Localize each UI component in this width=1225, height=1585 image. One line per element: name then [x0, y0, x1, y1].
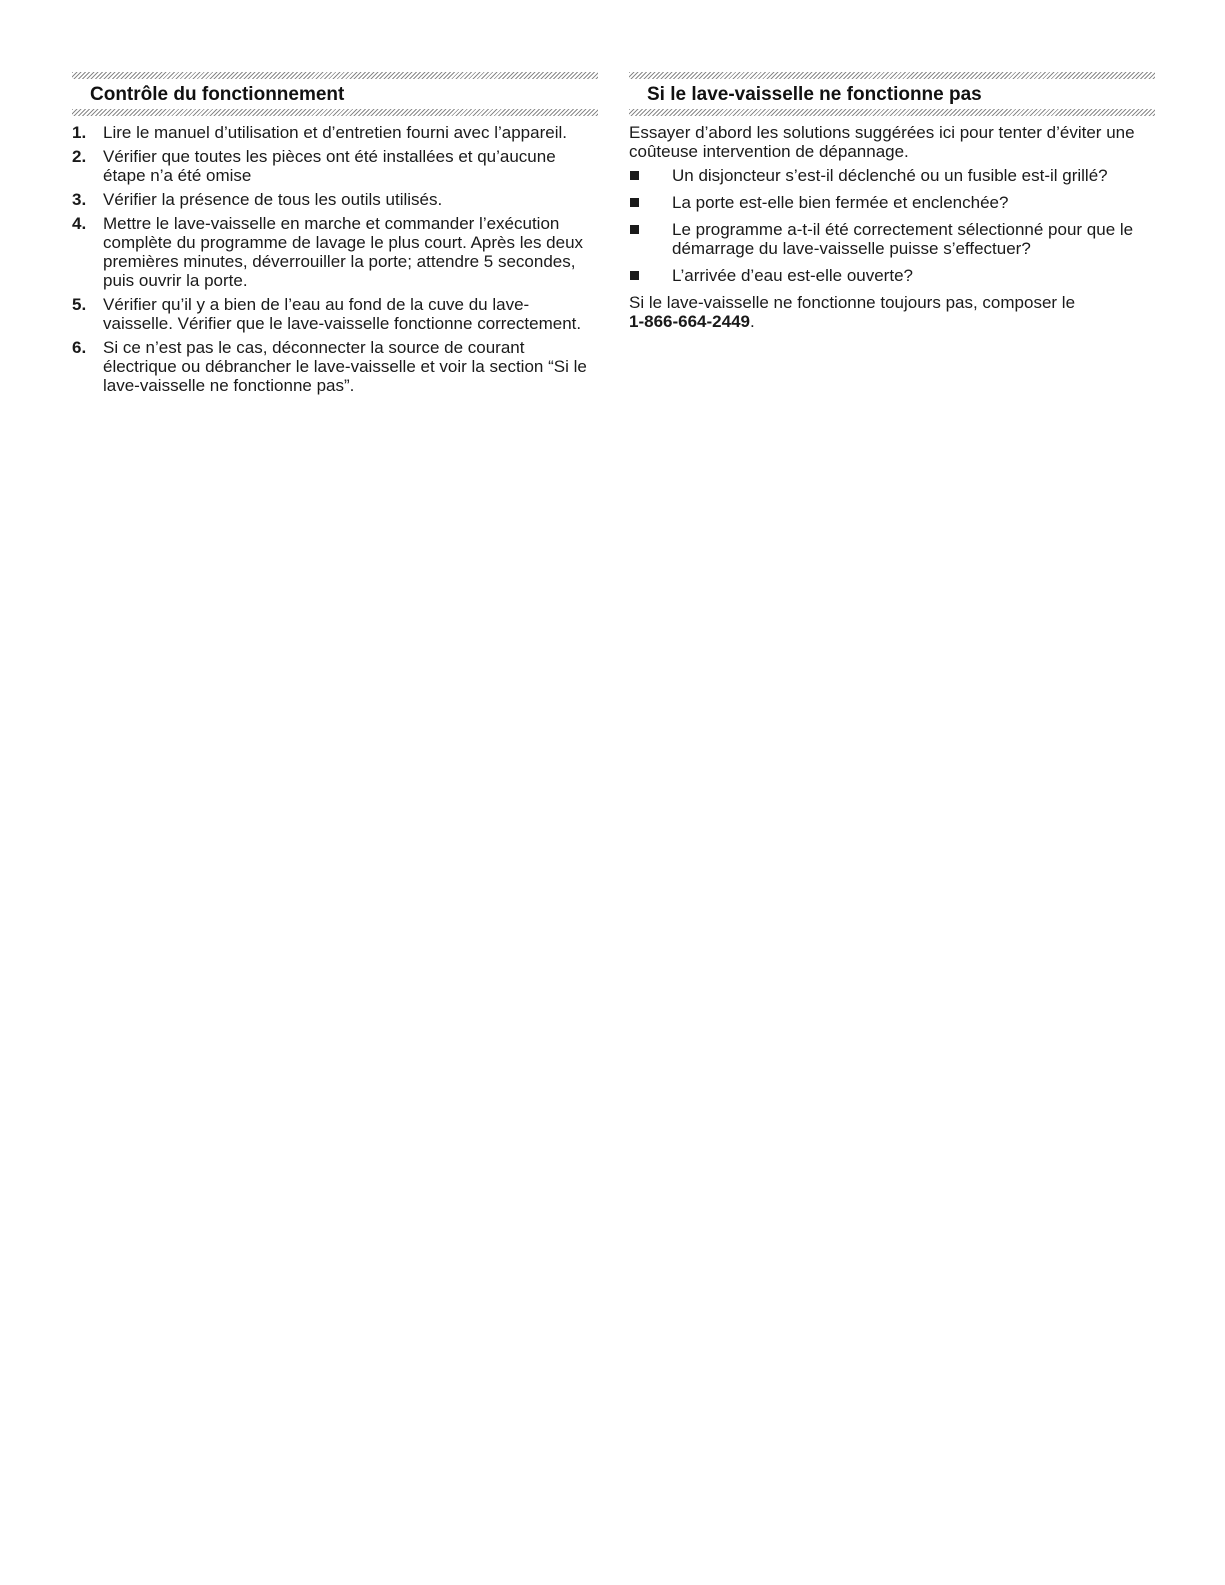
step-item: [72, 338, 598, 395]
step-item: [72, 214, 598, 290]
outro-text: Si le lave-vaisselle ne fonctionne toujours pas, composer le: [629, 293, 1076, 312]
square-bullet-icon: [630, 198, 639, 207]
checklist-item: [629, 193, 1155, 212]
checklist-item: [629, 220, 1155, 258]
checklist-item: [629, 266, 1155, 285]
phone-suffix: .: [749, 312, 755, 331]
section-header-controle: [72, 72, 598, 118]
left-column: [72, 72, 598, 400]
step-item: [72, 295, 598, 333]
phone-number: 1-866-664-2449: [629, 312, 750, 331]
step-number: 1.: [72, 123, 87, 142]
intro-paragraph: Essayer d’abord les solutions suggérées ici pour tenter d’éviter une coûteuse intervention de dépannage.: [629, 123, 1135, 161]
step-number: 4.: [72, 214, 87, 233]
hatch-rule-top: [72, 72, 598, 79]
hatch-rule-top: [629, 72, 1155, 79]
step-number: 5.: [72, 295, 87, 314]
step-text: Vérifier que toutes les pièces ont été installées et qu’aucune étape n’a été omise: [103, 147, 556, 185]
step-text: Vérifier qu’il y a bien de l’eau au fond de la cuve du lave-vaisselle. Vérifier que le lave-vaisselle fonctionne correctement.: [103, 295, 582, 333]
hatch-rule-bottom: [629, 109, 1155, 116]
controle-content: [72, 123, 598, 395]
checklist-text: Le programme a-t-il été correctement sélectionné pour que le démarrage du lave-vaisselle puisse s’effectuer?: [672, 220, 1134, 258]
step-item: [72, 123, 598, 142]
step-number: 6.: [72, 338, 87, 357]
depannage-content: [629, 123, 1155, 331]
step-item: [72, 190, 598, 209]
step-text: Mettre le lave-vaisselle en marche et commander l’exécution complète du programme de lavage le plus court. Après les deux premières minutes, déverrouiller la porte; attendre 5 secondes, puis ouvrir la porte.: [103, 214, 584, 290]
outro-paragraph: [629, 293, 1155, 331]
steps-list: [72, 123, 598, 395]
section-title-controle: Contrôle du fonctionnement: [90, 84, 345, 105]
checklist: [629, 166, 1155, 285]
step-text: Si ce n’est pas le cas, déconnecter la source de courant électrique ou débrancher le lave-vaisselle et voir la section “Si le lave-vaisselle ne fonctionne pas”.: [103, 338, 587, 395]
section-header-depannage: [629, 72, 1155, 118]
right-column: [629, 72, 1155, 336]
square-bullet-icon: [630, 271, 639, 280]
checklist-text: La porte est-elle bien fermée et enclenchée?: [672, 193, 1009, 212]
step-text: Vérifier la présence de tous les outils utilisés.: [103, 190, 443, 209]
checklist-item: [629, 166, 1155, 185]
checklist-text: L’arrivée d’eau est-elle ouverte?: [672, 266, 913, 285]
step-item: [72, 147, 598, 185]
step-number: 2.: [72, 147, 87, 166]
step-number: 3.: [72, 190, 87, 209]
section-title-depannage: Si le lave-vaisselle ne fonctionne pas: [647, 84, 982, 105]
hatch-rule-bottom: [72, 109, 598, 116]
step-text: Lire le manuel d’utilisation et d’entretien fourni avec l’appareil.: [103, 123, 567, 142]
square-bullet-icon: [630, 171, 639, 180]
checklist-text: Un disjoncteur s’est-il déclenché ou un fusible est-il grillé?: [672, 166, 1108, 185]
square-bullet-icon: [630, 225, 639, 234]
